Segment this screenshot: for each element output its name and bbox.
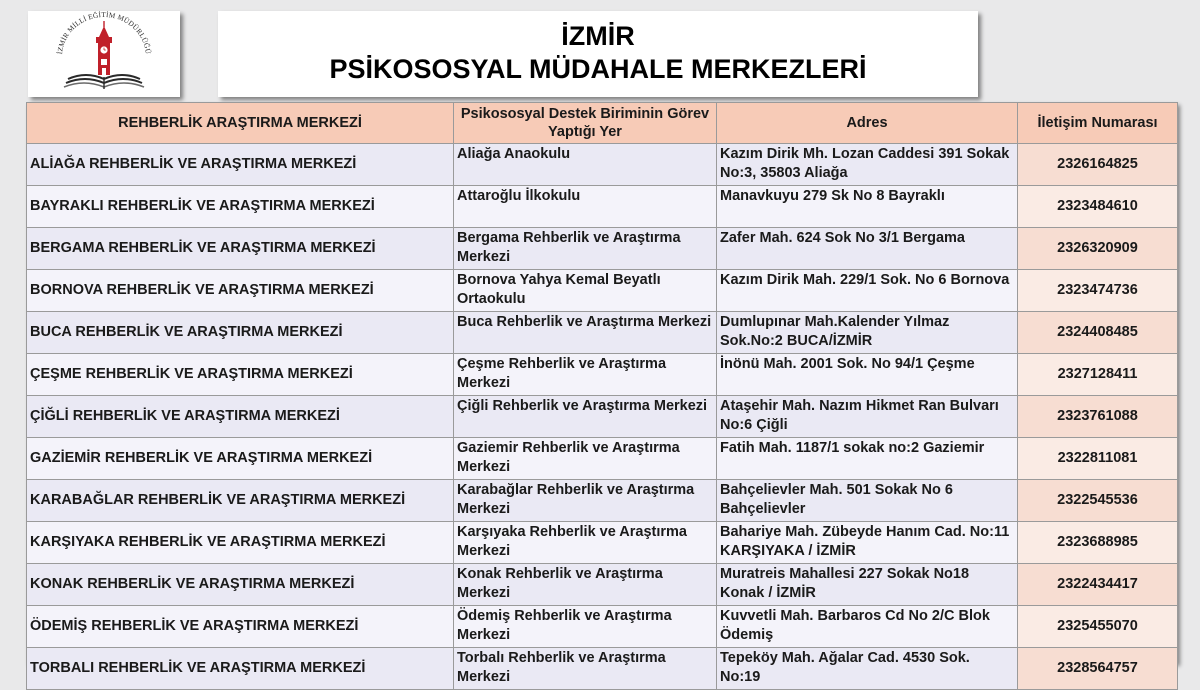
center-name: KARŞIYAKA REHBERLİK VE ARAŞTIRMA MERKEZİ bbox=[27, 522, 454, 564]
center-name: BERGAMA REHBERLİK VE ARAŞTIRMA MERKEZİ bbox=[27, 228, 454, 270]
table-row bbox=[27, 648, 1178, 690]
table-row bbox=[27, 564, 1178, 606]
center-name: ALİAĞA REHBERLİK VE ARAŞTIRMA MERKEZİ bbox=[27, 144, 454, 186]
header-phone: İletişim Numarası bbox=[1018, 103, 1178, 144]
center-address: Kuvvetli Mah. Barbaros Cd No 2/C Blok Ödemiş bbox=[717, 606, 1018, 648]
center-phone: 2323474736 bbox=[1018, 270, 1178, 312]
clock-tower-icon bbox=[96, 21, 112, 75]
centers-table-container bbox=[26, 102, 1177, 685]
center-name: ÇEŞME REHBERLİK VE ARAŞTIRMA MERKEZİ bbox=[27, 354, 454, 396]
center-name: KARABAĞLAR REHBERLİK VE ARAŞTIRMA MERKEZİ bbox=[27, 480, 454, 522]
center-address: Kazım Dirik Mah. 229/1 Sok. No 6 Bornova bbox=[717, 270, 1018, 312]
center-place: Bergama Rehberlik ve Araştırma Merkezi bbox=[454, 228, 717, 270]
logo-ring-text: İZMİR MİLLİ EĞİTİM MÜDÜRLÜĞÜ bbox=[56, 11, 152, 55]
center-name: BAYRAKLI REHBERLİK VE ARAŞTIRMA MERKEZİ bbox=[27, 186, 454, 228]
table-row bbox=[27, 606, 1178, 648]
center-phone: 2323688985 bbox=[1018, 522, 1178, 564]
center-address: Bahariye Mah. Zübeyde Hanım Cad. No:11 KARŞIYAKA / İZMİR bbox=[717, 522, 1018, 564]
page-title-city: İZMİR bbox=[561, 21, 635, 51]
table-header-row bbox=[27, 103, 1178, 144]
center-address: Fatih Mah. 1187/1 sokak no:2 Gaziemir bbox=[717, 438, 1018, 480]
header-center: REHBERLİK ARAŞTIRMA MERKEZİ bbox=[27, 103, 454, 144]
table-row bbox=[27, 228, 1178, 270]
center-address: Kazım Dirik Mh. Lozan Caddesi 391 Sokak No:3, 35803 Aliağa bbox=[717, 144, 1018, 186]
table-row bbox=[27, 186, 1178, 228]
center-phone: 2322545536 bbox=[1018, 480, 1178, 522]
center-phone: 2322434417 bbox=[1018, 564, 1178, 606]
table-row bbox=[27, 438, 1178, 480]
center-address: Tepeköy Mah. Ağalar Cad. 4530 Sok. No:19 bbox=[717, 648, 1018, 690]
center-phone: 2326320909 bbox=[1018, 228, 1178, 270]
center-phone: 2325455070 bbox=[1018, 606, 1178, 648]
center-place: Torbalı Rehberlik ve Araştırma Merkezi bbox=[454, 648, 717, 690]
center-place: Karabağlar Rehberlik ve Araştırma Merkezi bbox=[454, 480, 717, 522]
center-phone: 2327128411 bbox=[1018, 354, 1178, 396]
table-row bbox=[27, 396, 1178, 438]
center-place: Konak Rehberlik ve Araştırma Merkezi bbox=[454, 564, 717, 606]
center-address: Zafer Mah. 624 Sok No 3/1 Bergama bbox=[717, 228, 1018, 270]
center-phone: 2323484610 bbox=[1018, 186, 1178, 228]
page-title: PSİKOSOSYAL MÜDAHALE MERKEZLERİ bbox=[329, 54, 867, 84]
center-place: Buca Rehberlik ve Araştırma Merkezi bbox=[454, 312, 717, 354]
center-phone: 2328564757 bbox=[1018, 648, 1178, 690]
table-row bbox=[27, 480, 1178, 522]
center-name: ÖDEMİŞ REHBERLİK VE ARAŞTIRMA MERKEZİ bbox=[27, 606, 454, 648]
table-row bbox=[27, 522, 1178, 564]
center-phone: 2323761088 bbox=[1018, 396, 1178, 438]
center-place: Gaziemir Rehberlik ve Araştırma Merkezi bbox=[454, 438, 717, 480]
ministry-logo bbox=[28, 11, 180, 97]
open-book-icon bbox=[64, 75, 144, 89]
center-name: TORBALI REHBERLİK VE ARAŞTIRMA MERKEZİ bbox=[27, 648, 454, 690]
center-address: Muratreis Mahallesi 227 Sokak No18 Konak / İZMİR bbox=[717, 564, 1018, 606]
center-place: Çiğli Rehberlik ve Araştırma Merkezi bbox=[454, 396, 717, 438]
center-address: Ataşehir Mah. Nazım Hikmet Ran Bulvarı No:6 Çiğli bbox=[717, 396, 1018, 438]
center-address: Manavkuyu 279 Sk No 8 Bayraklı bbox=[717, 186, 1018, 228]
center-name: GAZİEMİR REHBERLİK VE ARAŞTIRMA MERKEZİ bbox=[27, 438, 454, 480]
center-name: KONAK REHBERLİK VE ARAŞTIRMA MERKEZİ bbox=[27, 564, 454, 606]
header-place: Psikososyal Destek Biriminin Görev Yaptığı Yer bbox=[454, 103, 717, 144]
center-name: BORNOVA REHBERLİK VE ARAŞTIRMA MERKEZİ bbox=[27, 270, 454, 312]
center-name: BUCA REHBERLİK VE ARAŞTIRMA MERKEZİ bbox=[27, 312, 454, 354]
center-place: Ödemiş Rehberlik ve Araştırma Merkezi bbox=[454, 606, 717, 648]
table-row bbox=[27, 270, 1178, 312]
center-phone: 2326164825 bbox=[1018, 144, 1178, 186]
table-row bbox=[27, 144, 1178, 186]
center-place: Bornova Yahya Kemal Beyatlı Ortaokulu bbox=[454, 270, 717, 312]
center-place: Karşıyaka Rehberlik ve Araştırma Merkezi bbox=[454, 522, 717, 564]
center-address: Dumlupınar Mah.Kalender Yılmaz Sok.No:2 BUCA/İZMİR bbox=[717, 312, 1018, 354]
center-address: İnönü Mah. 2001 Sok. No 94/1 Çeşme bbox=[717, 354, 1018, 396]
logo-panel bbox=[28, 11, 180, 97]
center-address: Bahçelievler Mah. 501 Sokak No 6 Bahçelievler bbox=[717, 480, 1018, 522]
table-row bbox=[27, 354, 1178, 396]
title-panel bbox=[218, 11, 978, 97]
table-row bbox=[27, 312, 1178, 354]
center-phone: 2322811081 bbox=[1018, 438, 1178, 480]
center-name: ÇİĞLİ REHBERLİK VE ARAŞTIRMA MERKEZİ bbox=[27, 396, 454, 438]
header-address: Adres bbox=[717, 103, 1018, 144]
center-place: Aliağa Anaokulu bbox=[454, 144, 717, 186]
centers-table bbox=[26, 102, 1178, 690]
center-place: Çeşme Rehberlik ve Araştırma Merkezi bbox=[454, 354, 717, 396]
center-phone: 2324408485 bbox=[1018, 312, 1178, 354]
center-place: Attaroğlu İlkokulu bbox=[454, 186, 717, 228]
